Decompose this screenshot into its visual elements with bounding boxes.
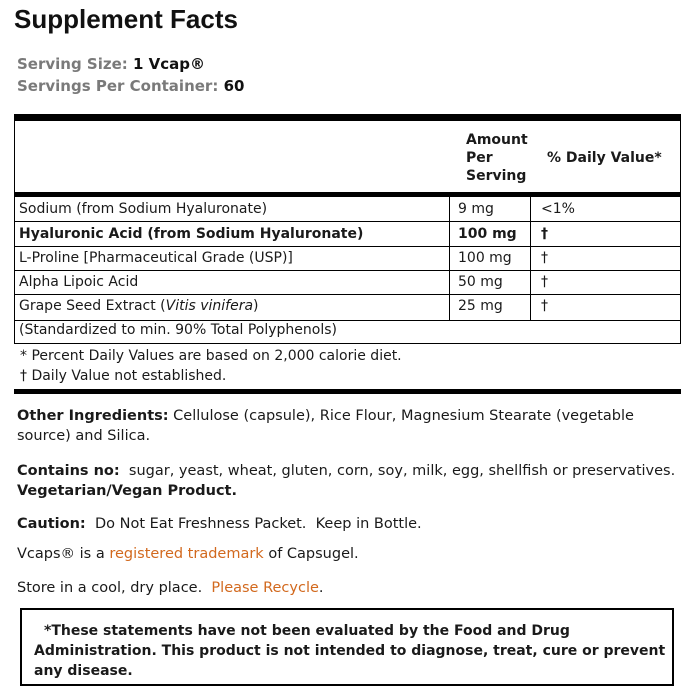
page-title: Supplement Facts xyxy=(14,4,238,34)
other-ingredients-label: Other Ingredients: xyxy=(17,408,169,424)
row-name-sodium: Sodium (from Sodium Hyaluronate) xyxy=(19,201,268,217)
row-standardized-note: (Standardized to min. 90% Total Polyphenols) xyxy=(19,322,338,338)
header-serving-line: Serving xyxy=(466,168,527,184)
vegan-statement: Vegetarian/Vegan Product. xyxy=(17,483,237,499)
table-right-border xyxy=(680,121,681,344)
row-divider xyxy=(14,294,681,295)
servings-per-container xyxy=(17,77,244,95)
row-amount-alpha-lipoic-acid: 50 mg xyxy=(458,274,503,290)
row-name-l-proline: L-Proline [Pharmaceutical Grade (USP)] xyxy=(19,250,293,266)
row-dv-alpha-lipoic-acid: † xyxy=(541,274,548,290)
header-amount-per-serving xyxy=(466,131,528,185)
row-amount-sodium: 9 mg xyxy=(458,201,494,217)
header-amount-line: Amount xyxy=(466,132,528,148)
header-daily-value: % Daily Value* xyxy=(547,150,662,166)
trademark-text: Vcaps® is a xyxy=(17,546,110,562)
contains-no-text: sugar, yeast, wheat, gluten, corn, soy, milk, egg, shellfish or preservatives. xyxy=(119,463,685,479)
row-name-hyaluronic-acid: Hyaluronic Acid (from Sodium Hyaluronate) xyxy=(19,226,364,242)
row-dv-sodium: <1% xyxy=(541,201,575,217)
storage-note xyxy=(17,578,677,598)
caution-label: Caution: xyxy=(17,516,86,532)
other-ingredients xyxy=(17,406,677,446)
caution-text: Do Not Eat Freshness Packet. Keep in Bottle. xyxy=(85,516,422,532)
servings-per-container-value: 60 xyxy=(223,77,245,95)
storage-text: Store in a cool, dry place. xyxy=(17,580,212,596)
row-dv-l-proline: † xyxy=(541,250,548,266)
row-divider xyxy=(14,320,681,321)
fda-disclaimer-text: *These statements have not been evaluated by the Food and Drug Administration. This product is not intended to diagnose, treat, cure or prevent any disease. xyxy=(34,623,666,679)
row-amount-hyaluronic-acid: 100 mg xyxy=(458,226,517,242)
row-name-alpha-lipoic-acid: Alpha Lipoic Acid xyxy=(19,274,139,290)
row-amount-grape-seed-extract: 25 mg xyxy=(458,298,503,314)
storage-period: . xyxy=(318,580,324,596)
fda-disclaimer-box xyxy=(20,608,674,686)
row-divider xyxy=(14,270,681,271)
row-divider xyxy=(14,343,681,344)
contains-no-label: Contains no: xyxy=(17,463,120,479)
row-dv-hyaluronic-acid: † xyxy=(541,226,548,242)
registered-trademark-link[interactable]: registered trademark xyxy=(109,546,264,562)
header-per-line: Per xyxy=(466,150,493,166)
grape-seed-name-suffix: ) xyxy=(253,298,259,314)
servings-per-container-label: Servings Per Container: xyxy=(17,77,219,95)
please-recycle-link[interactable]: Please Recycle xyxy=(211,580,319,596)
row-name-grape-seed-extract xyxy=(19,298,259,314)
row-divider xyxy=(14,246,681,247)
bottom-rule xyxy=(14,389,681,394)
caution xyxy=(17,514,677,534)
footnote-percent-dv: * Percent Daily Values are based on 2,000 calorie diet. xyxy=(20,348,402,364)
row-amount-l-proline: 100 mg xyxy=(458,250,512,266)
serving-size-value: 1 Vcap® xyxy=(133,55,206,73)
table-left-border xyxy=(14,121,15,344)
grape-seed-latin-name: Vitis vinifera xyxy=(165,298,254,314)
contains-no xyxy=(17,461,685,501)
footnote-dv-not-established: † Daily Value not established. xyxy=(20,368,227,384)
column-divider-name xyxy=(449,197,450,321)
row-dv-grape-seed-extract: † xyxy=(541,298,548,314)
trademark-owner: of Capsugel. xyxy=(263,546,359,562)
row-divider xyxy=(14,221,681,222)
grape-seed-name-prefix: Grape Seed Extract ( xyxy=(19,298,166,314)
column-divider-amount xyxy=(530,197,531,321)
header-rule xyxy=(14,192,681,197)
serving-size xyxy=(17,55,205,73)
trademark-note xyxy=(17,544,677,564)
other-ingredients-text: Cellulose (capsule), Rice Flour, Magnesium Stearate (vegetable source) and Silica. xyxy=(17,408,634,444)
top-rule xyxy=(14,114,681,121)
serving-size-label: Serving Size: xyxy=(17,55,128,73)
